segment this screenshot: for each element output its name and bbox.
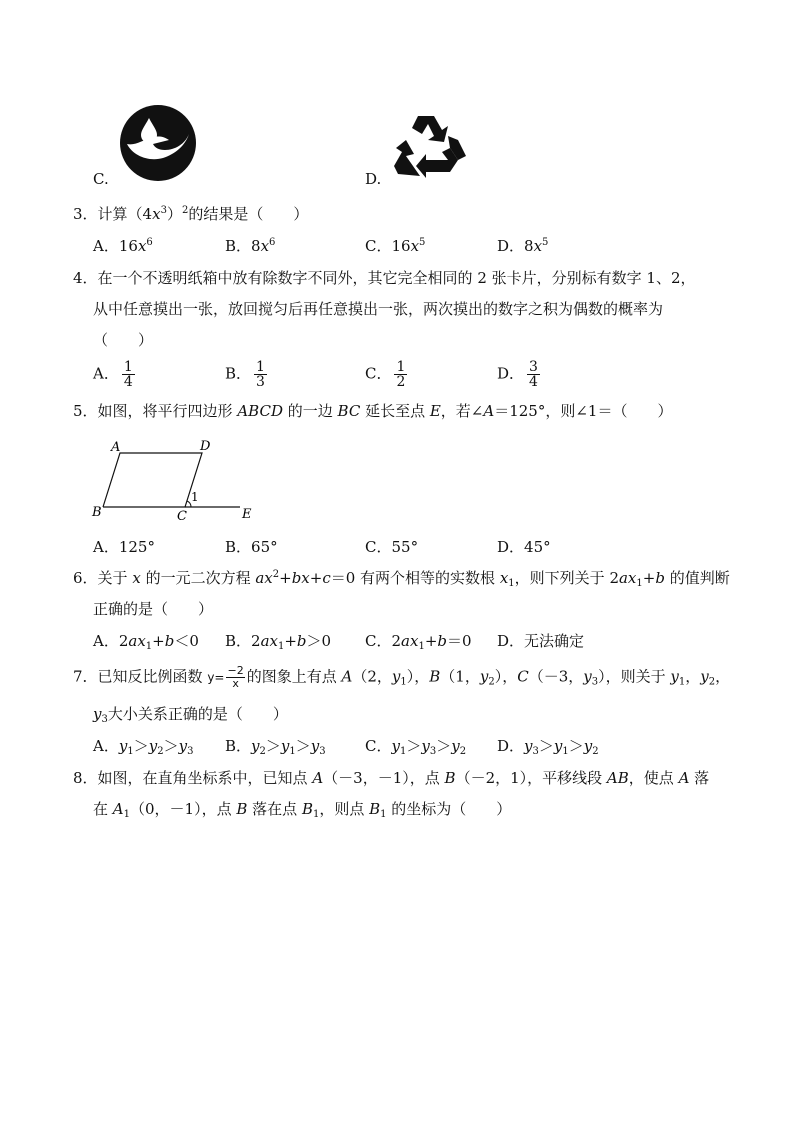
point-e-label: E xyxy=(242,507,252,522)
question-8-line-2: 在 $A_1(0$，－1），点 B 落在点 $B_1$，则点 $B_1$ 的坐标为（ ） xyxy=(93,800,512,820)
q5-option-b[interactable]: B．65° xyxy=(225,538,278,556)
q4-option-c[interactable]: C． $\frac{1}{2}$ xyxy=(365,359,406,390)
q3-option-d[interactable]: D．$8x^5$ xyxy=(497,237,549,255)
q4-option-b[interactable]: B． $\frac{1}{3}$ xyxy=(225,359,265,390)
question-6-line-1: 6．关于 x 的一元二次方程 $ax^2+bx+c=0$ 有两个相等的实数根 $x_1$，则下列关于 $2ax_1+b$ 的值判断 xyxy=(73,569,730,589)
option-d-label: D. xyxy=(365,170,382,188)
q3-option-a[interactable]: A．$16x^6$ xyxy=(93,237,153,255)
q5-option-d[interactable]: D．45° xyxy=(497,538,551,556)
vertex-a-label: A xyxy=(111,440,121,455)
angle-1-label: 1 xyxy=(191,490,199,504)
question-7-line-2: $y_3$大小关系正确的是（ ） xyxy=(93,705,288,725)
vertex-c-label: C xyxy=(177,509,187,524)
q4-option-a[interactable]: A． $\frac{1}{4}$ xyxy=(93,359,133,390)
q4-option-d[interactable]: D． $\frac{3}{4}$ xyxy=(497,359,538,390)
q5-option-a[interactable]: A．125° xyxy=(93,538,155,556)
q3-option-b[interactable]: B．$8x^6$ xyxy=(225,237,276,255)
question-7-line-1: 7．已知反比例函数 y= $\frac{-2}{x}$ 的图象上有点 A（2，$y_1$），B（1，$y_2$），C（－3，$y_3$），则关于 $y_1$，$y_2$， xyxy=(73,664,731,690)
water-drop-logo-icon xyxy=(119,104,197,182)
question-3: 3．计算$(4x^3)^2$的结果是（ ） xyxy=(73,205,309,223)
q5-option-c[interactable]: C．55° xyxy=(365,538,419,556)
q3-option-c[interactable]: C．$16x^5$ xyxy=(365,237,426,255)
q7-option-a[interactable]: A．$y_1>y_2>y_3$ xyxy=(93,737,194,757)
vertex-d-label: D xyxy=(200,439,211,454)
question-8-line-1: 8．如图，在直角坐标系中，已知点 A（－3，－1），点 B（－2，1），平移线段 AB，使点 A 落 xyxy=(73,769,710,787)
question-6-line-2: 正确的是（ ） xyxy=(93,600,214,618)
question-4-line-1: 4．在一个不透明纸箱中放有除数字不同外，其它完全相同的 2 张卡片，分别标有数字 1、2， xyxy=(73,269,696,287)
q6-option-c[interactable]: C．$2ax_1+b=0$ xyxy=(365,632,472,652)
q7-option-d[interactable]: D．$y_3>y_1>y_2$ xyxy=(497,737,599,757)
vertex-b-label: B xyxy=(92,505,102,520)
option-c-label: C. xyxy=(93,170,109,188)
recycle-icon xyxy=(392,110,468,182)
question-4-line-3: （ ） xyxy=(93,331,154,349)
q7-option-b[interactable]: B．$y_2>y_1>y_3$ xyxy=(225,737,326,757)
q6-option-d[interactable]: D．无法确定 xyxy=(497,632,585,650)
q7-option-c[interactable]: C．$y_1>y_3>y_2$ xyxy=(365,737,467,757)
q6-option-b[interactable]: B．$2ax_1+b>0$ xyxy=(225,632,332,652)
q6-option-a[interactable]: A．$2ax_1+b<0$ xyxy=(93,632,199,652)
question-5: 5．如图，将平行四边形 ABCD 的一边 BC 延长至点 E，若∠A＝125°，则∠1＝（ ） xyxy=(73,402,673,420)
question-4-line-2: 从中任意摸出一张，放回搅匀后再任意摸出一张，两次摸出的数字之积为偶数的概率为 xyxy=(93,300,664,318)
parallelogram-figure xyxy=(88,434,258,524)
